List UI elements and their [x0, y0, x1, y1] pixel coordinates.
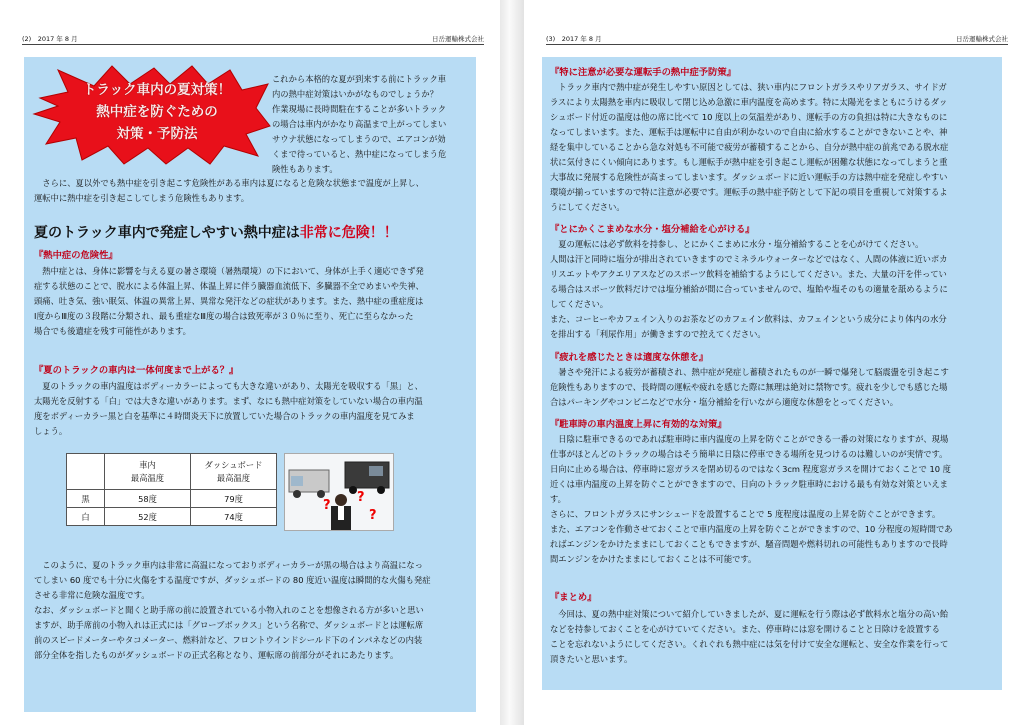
text-line: 場合でも後遺症を残す可能性があります。 [34, 326, 191, 336]
trucks-image [285, 454, 394, 531]
text-line: 熱中症とは、身体に影響を与える夏の暑さ環境（暑熱環境）の下において、身体が上手く適応できず発 [42, 266, 424, 276]
section-body-driver-prevention [550, 80, 998, 215]
text-line: 頂きたいと思います。 [550, 654, 633, 664]
text-line: ラスにより太陽熱を車内に吸収して閉じ込め急激に車内温度を高めます。特に太陽光をまともにうけるダッ [550, 97, 948, 107]
text-line: 夏のトラックの車内温度はボディーカラーによっても大きな違いがあり、太陽光を吸収する「黒」と、 [42, 381, 423, 391]
text-line: 部分全体を指したものがダッシュボードの正式名称となり、運転席の前部分がそれにあたります。 [34, 650, 399, 660]
text-line: このように、夏のトラック車内は非常に高温になっておりボディーカラーが黒の場合はより高温になっ [42, 560, 423, 570]
intro-text [272, 72, 470, 177]
closing-text [34, 558, 474, 663]
text-line: また、コーヒーやカフェイン入りのお茶などのカフェイン飲料は、カフェインという成分により体内の水分 [550, 314, 947, 324]
text-line: 頭痛、吐き気、強い眠気、体温の異常上昇、異常な発汗などの症状があります。また、熱中症の重症度は [34, 296, 424, 306]
section-title-hydration: 『とにかくこまめな水分・塩分補給を心がける』 [550, 224, 755, 235]
text-line: Ⅰ度からⅢ度の３段階に分類され、最も重症なⅢ度の場合は致死率が３０％に至り、死亡に至らなかった [34, 311, 414, 321]
section-title-rest: 『疲れを感じたときは適度な休憩を』 [550, 352, 709, 363]
table-row [67, 508, 277, 526]
table-header-cell [67, 454, 105, 490]
text-line: る場合はスポーツ飲料だけでは塩分補給が間に合っていませんので、塩飴や塩そのもの適量を舐めるように [550, 284, 948, 294]
intro-line: 内の熱中症対策はいかがなものでしょうか？ [272, 89, 438, 99]
text-line: 運転中に熱中症を引き起こしてしまう危険性もあります。 [34, 193, 250, 203]
text-line: てしまい 60 度でも十分に火傷をする温度ですが、ダッシュボードの 80 度近い温度は瞬間的な火傷も発症 [34, 575, 431, 585]
text-line: 度をボディーカラー黒と白を基準に４時間炎天下に放置していた場合のトラックの車内温度を見てみま [34, 411, 415, 421]
intro-line: の場合は車内がかなり高温まで上がってしまい [272, 119, 447, 129]
trucks-person-illustration [284, 453, 394, 531]
text-line: 人間は汗と同時に塩分が排出されていきますのでミネラルウォーターなどではなく、人間の体液に近いポカ [550, 254, 948, 264]
section-body-hydration [550, 237, 998, 342]
text-line: うにしてください。 [550, 202, 625, 212]
text-line: シュボード付近の温度は他の席に比べて 10 度以上の気温差があり、運転手の方の負担は特に大きなものに [550, 112, 948, 122]
text-line: を排出する「利尿作用」が働きますので控えてください。 [550, 329, 766, 339]
text-line: また、エアコンを作動させておくことで車内温度の上昇を防ぐことができますので、10 分程度の短時間であ [550, 524, 953, 534]
page-header [22, 33, 484, 45]
intro-continuation [34, 176, 474, 206]
text-line: 間エンジンをかけたままにしておくことは不可能です。 [550, 554, 757, 564]
text-line: しょう。 [34, 426, 68, 436]
section-body-summary [550, 607, 998, 667]
text-line: などを持参しておくことを心がけていてください。また、停車時には窓を開けることと日除けを設置する [550, 624, 940, 634]
headline-text: 夏のトラック車内で発症しやすい熱中症は [34, 225, 300, 241]
text-line: なってしまいます。また、運転手は運転中に自由が利かないので自由に給水することができないことや、神 [550, 127, 948, 137]
table-header-row [67, 454, 277, 490]
title-line-3: 対策・予防法 [116, 126, 198, 142]
text-line: 太陽光を反射する「白」では大きな違いがあります。まず、なにも熱中症対策をしていない場合の車内温 [34, 396, 423, 406]
section-title-driver-prevention: 『特に注意が必要な運転手の熱中症予防策』 [550, 67, 736, 78]
question-mark: ? [323, 498, 331, 513]
table-cell: 58度 [105, 490, 191, 508]
text-line: 夏の運転には必ず飲料を持参し、とにかくこまめに水分・塩分補給することを心がけてください。 [558, 239, 924, 249]
page-gutter [500, 0, 524, 725]
text-line: 環境が揃っていますので特に注意が必要です。運転手の熱中症予防として下記の項目を重視して対策するよ [550, 187, 948, 197]
section-title-summary: 『まとめ』 [550, 592, 597, 603]
text-line: 今回は、夏の熱中症対策について紹介していきましたが、夏に運転を行う際は必ず飲料水と塩分の高い飴 [558, 609, 949, 619]
text-line: さらに、フロントガラスにサンシェードを設置することで 5 度程度は温度の上昇を防ぐことができます。 [550, 509, 941, 519]
text-line: 危険性もありますので、長時間の運転や疲れを感じた際に無理は絶対に禁物です。疲れを少しでも感じた場 [550, 382, 948, 392]
text-line: トラック車内で熱中症が発生しやすい原因としては、狭い車内にフロントガラスやリアガラス、サイドガ [558, 82, 947, 92]
table-cell: 79度 [191, 490, 277, 508]
section-body-rest [550, 365, 998, 410]
table-cell: 52度 [105, 508, 191, 526]
section-title-temperature: 『夏のトラックの車内は一体何度まで上がる？』 [34, 365, 239, 376]
section-title-danger: 『熱中症の危険性』 [34, 250, 118, 261]
table-cell: 白 [67, 508, 105, 526]
company-name: 日岳運輸株式会社 [956, 35, 1008, 43]
text-line: 大事故に発展する危険性が高まってしまいます。ダッシュボードに近い運転手の方は熱中症を発症しやすい [550, 172, 948, 182]
section-body-danger [34, 264, 474, 339]
text-line: リスエットやアクエリアスなどのスポーツ飲料を補給するようにしてください。また、大量の汗を伴ってい [550, 269, 947, 279]
text-line: してください。 [550, 299, 609, 309]
question-mark: ? [369, 508, 377, 523]
temperature-table [66, 453, 277, 526]
text-line: 経を集中していることから急な対処も不可能で疲労が蓄積することから、自分が熱中症の前兆である脱水症 [550, 142, 949, 152]
text-line: 前のスピードメーターやタコメーター、燃料計など、フロントウインドシールド下のインパネなどの内装 [34, 635, 423, 645]
text-line: す。 [550, 494, 566, 504]
text-line: 日向に止める場合は、停車時に窓ガラスを閉め切るのではなく3cm 程度窓ガラスを開けておくことで 10 度 [550, 464, 951, 474]
table-header-cell: ダッシュボード 最高温度 [191, 454, 277, 490]
table-header-cell: 車内 最高温度 [105, 454, 191, 490]
text-line: 仕事がほとんどのトラックの場合はそう簡単に日陰に停車できる場所を見つけるのは難しいのが実情です。 [550, 449, 948, 459]
section-body-parking [550, 432, 998, 567]
headline-warning: 非常に危険！！ [299, 225, 398, 241]
newsletter-page-2 [0, 0, 500, 725]
section-title-parking: 『駐車時の車内温度上昇に有効的な対策』 [550, 419, 727, 430]
text-line: 日陰に駐車できるのであれば駐車時に車内温度の上昇を防ぐことができる一番の対策になりますが、現場 [558, 434, 949, 444]
text-line: なお、ダッシュボードと聞くと助手席の前に設置されている小物入れのことを想像される方が多いと思い [34, 605, 424, 615]
text-line: させる非常に危険な温度です。 [34, 590, 150, 600]
page-number-date: (3) 2017 年 8 月 [546, 35, 602, 43]
intro-line: これから本格的な夏が到来する前にトラック車 [272, 74, 447, 84]
company-name: 日岳運輸株式会社 [432, 35, 484, 43]
text-line: 近くは車内温度の上昇を防ぐことができますので、日向のトラック駐車時における最も有効な対策といえま [550, 479, 948, 489]
text-line: さらに、夏以外でも熱中症を引き起こす危険性がある車内は夏になると危険な状態まで温度が上昇し、 [42, 178, 424, 188]
text-line: 状に気付きにくい傾向にあります。もし運転手が熱中症を引き起こし運転が困難な状態になってしまうと重 [550, 157, 948, 167]
text-line: 症する状態のことで、脱水による体温上昇、体温上昇に伴う臓器血流低下、多臓器不全でめまいや失神、 [34, 281, 424, 291]
intro-line: くまで待っていると、熱中症になってしまう危 [272, 149, 447, 159]
section-body-temperature [34, 379, 474, 439]
table-cell: 74度 [191, 508, 277, 526]
newsletter-page-3 [524, 0, 1024, 725]
text-line: 合はパーキングやコンビニなどで水分・塩分補給を行いながら適度な休憩をとってください。 [550, 397, 899, 407]
table-row [67, 490, 277, 508]
text-line: ことを忘れないようにしてください。くれぐれも熱中症には気を付けて安全な運転と、安全な作業を行って [550, 639, 949, 649]
title-line-1: トラック車内の夏対策！ [82, 82, 232, 98]
page-header [546, 33, 1008, 45]
intro-line: 作業現場に長時間駐在することが多いトラック [272, 104, 447, 114]
page-number-date: (2) 2017 年 8 月 [22, 35, 78, 43]
table-cell: 黒 [67, 490, 105, 508]
main-headline [34, 222, 398, 242]
text-line: ればエンジンをかけたままにしておくこともできますが、騒音問題や燃料切れの可能性もありますので長時 [550, 539, 948, 549]
text-line: 暑さや発汗による疲労が蓄積され、熱中症が発症し蓄積されたものが一瞬で爆発して脳震盪を引き起こす [558, 367, 949, 377]
text-line: ますが、助手席前の小物入れは正式には「グローブボックス」という名称で、ダッシュボードとは運転席 [34, 620, 424, 630]
intro-line: 険性もあります。 [272, 164, 338, 174]
question-mark: ? [357, 490, 365, 505]
title-line-2: 熱中症を防ぐための [96, 104, 218, 120]
intro-line: サウナ状態になってしまうので、エアコンが効 [272, 134, 446, 144]
